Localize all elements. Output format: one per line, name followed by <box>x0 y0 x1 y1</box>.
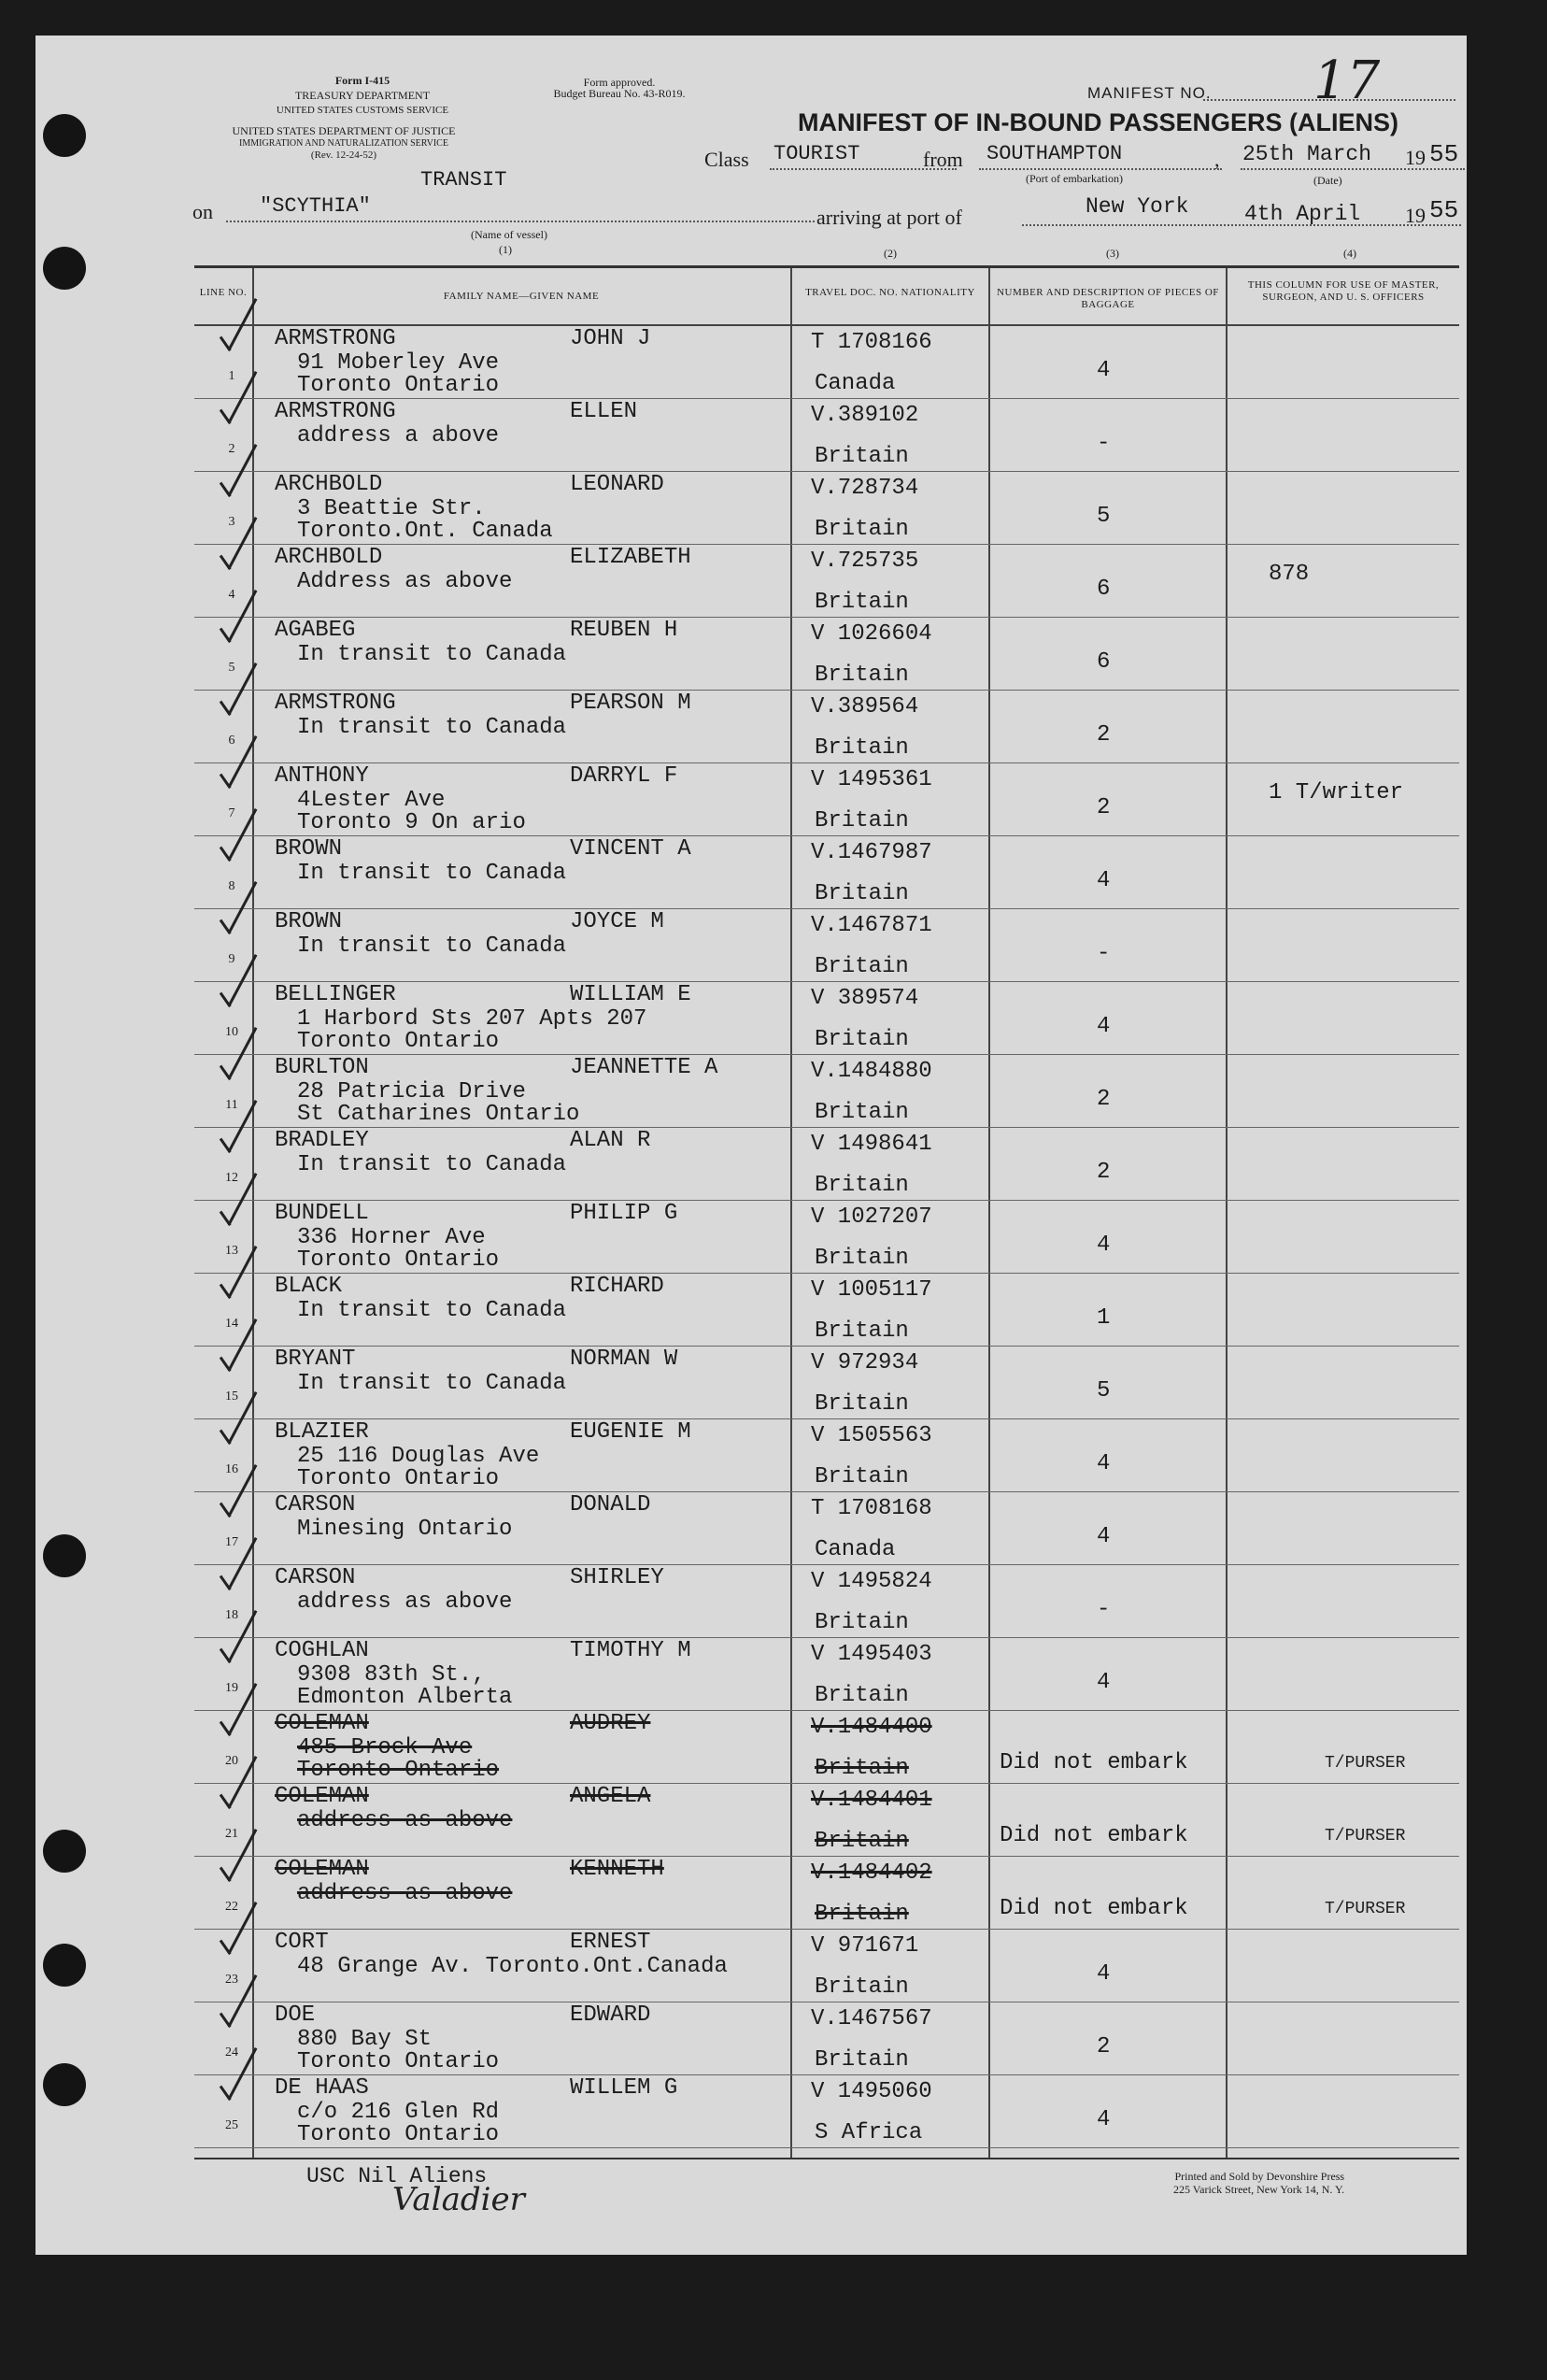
given-name: ELIZABETH <box>570 545 691 570</box>
arrival-year-prefix: 19 <box>1405 204 1426 227</box>
line-number: 1 <box>228 369 235 383</box>
nationality: Britain <box>815 735 909 761</box>
vessel-value: "SCYTHIA" <box>260 194 371 218</box>
address-line-2: Toronto 9 On ario <box>297 810 526 835</box>
table-row <box>194 2075 1459 2148</box>
travel-doc-no: V.725735 <box>811 549 919 574</box>
punch-hole <box>43 1830 86 1873</box>
address-line-1: In transit to Canada <box>297 642 567 667</box>
given-name: LEONARD <box>570 472 664 497</box>
baggage: 2 <box>1097 795 1111 820</box>
nationality: Britain <box>815 590 909 615</box>
table-row <box>194 1857 1459 1930</box>
nationality: Britain <box>815 1246 909 1271</box>
address-line-2: Toronto Ontario <box>297 1758 500 1783</box>
table-header <box>194 268 1459 326</box>
given-name: DONALD <box>570 1492 651 1518</box>
nationality: Britain <box>815 2047 909 2073</box>
family-name: COLEMAN <box>275 1711 369 1736</box>
nationality: Britain <box>815 881 909 906</box>
table-row <box>194 2002 1459 2075</box>
address-line-1: 28 Patricia Drive <box>297 1079 526 1104</box>
line-number: 14 <box>225 1317 238 1331</box>
line-number: 17 <box>225 1535 238 1549</box>
line-number: 16 <box>225 1462 238 1476</box>
nationality: Britain <box>815 1756 909 1781</box>
line-number: 15 <box>225 1390 238 1404</box>
address-line-1: In transit to Canada <box>297 861 567 886</box>
line-number: 6 <box>228 734 235 748</box>
address-line-2: Edmonton Alberta <box>297 1685 513 1710</box>
address-line-1: In transit to Canada <box>297 715 567 740</box>
punch-hole <box>43 114 86 157</box>
baggage: 4 <box>1097 1524 1111 1549</box>
date-value: 25th March <box>1242 142 1372 166</box>
given-name: ALAN R <box>570 1128 651 1153</box>
from-value: SOUTHAMPTON <box>986 142 1123 165</box>
travel-doc-no: V 1495361 <box>811 767 932 792</box>
travel-doc-no: V.1467987 <box>811 840 932 865</box>
address-line-1: 336 Horner Ave <box>297 1225 486 1250</box>
col-num-4: (4) <box>1343 247 1356 260</box>
ins-service: IMMIGRATION AND NATURALIZATION SERVICE <box>239 138 448 149</box>
baggage: - <box>1097 1597 1111 1622</box>
line-number: 8 <box>228 879 235 893</box>
travel-doc-no: V.728734 <box>811 476 919 501</box>
nationality: Britain <box>815 517 909 542</box>
col-num-2: (2) <box>884 247 897 260</box>
family-name: COGHLAN <box>275 1638 369 1663</box>
nationality: Canada <box>815 1537 896 1562</box>
given-name: VINCENT A <box>570 836 691 862</box>
baggage: 4 <box>1097 358 1111 383</box>
baggage: 4 <box>1097 2107 1111 2132</box>
from-line <box>979 168 1222 170</box>
given-name: ANGELA <box>570 1784 651 1809</box>
family-name: BLAZIER <box>275 1419 369 1445</box>
travel-doc-no: V.389102 <box>811 403 919 428</box>
arrival-date: 4th April <box>1244 202 1361 226</box>
form-approved: Form approved. <box>583 76 656 89</box>
nationality: Britain <box>815 444 909 469</box>
budget-bureau: Budget Bureau No. 43-R019. <box>553 87 686 100</box>
address-line-1: address as above <box>297 1589 513 1615</box>
revision: (Rev. 12-24-52) <box>310 150 377 161</box>
address-line-2: Toronto Ontario <box>297 1029 500 1054</box>
travel-doc-no: V.1484880 <box>811 1059 932 1084</box>
address-line-1: 9308 83th St., <box>297 1662 486 1688</box>
travel-doc-no: V 1495060 <box>811 2079 932 2104</box>
officer-note: T/PURSER <box>1325 1754 1406 1773</box>
address-line-1: Minesing Ontario <box>297 1517 513 1542</box>
line-number: 20 <box>225 1754 238 1768</box>
travel-doc-no: V.389564 <box>811 694 919 720</box>
address-line-1: In transit to Canada <box>297 933 567 959</box>
col-name-header: FAMILY NAME—GIVEN NAME <box>443 291 600 302</box>
nationality: Britain <box>815 1100 909 1125</box>
family-name: BROWN <box>275 836 343 862</box>
table-row <box>194 909 1459 982</box>
given-name: KENNETH <box>570 1857 664 1882</box>
line-number: 12 <box>225 1171 238 1185</box>
address-line-1: 1 Harbord Sts 207 Apts 207 <box>297 1006 647 1032</box>
table-row <box>194 1492 1459 1565</box>
nationality: Britain <box>815 1464 909 1489</box>
line-number: 21 <box>225 1827 238 1841</box>
manifest-no-label: MANIFEST NO. <box>1087 84 1212 102</box>
address-line-1: address as above <box>297 1808 513 1833</box>
given-name: EUGENIE M <box>570 1419 691 1445</box>
family-name: ARCHBOLD <box>275 545 383 570</box>
usc-nil: USC Nil Aliens <box>306 2164 488 2188</box>
family-name: BRYANT <box>275 1347 356 1372</box>
baggage: 6 <box>1097 577 1111 602</box>
family-name: DOE <box>275 2002 316 2028</box>
travel-doc-no: V 1495824 <box>811 1569 932 1594</box>
line-number: 25 <box>225 2118 238 2132</box>
address-line-1: 880 Bay St <box>297 2027 433 2052</box>
col-num-3: (3) <box>1106 247 1119 260</box>
address-line-1: 25 116 Douglas Ave <box>297 1444 540 1469</box>
port-embark-label: (Port of embarkation) <box>1026 172 1123 185</box>
treasury-dept: TREASURY DEPARTMENT <box>294 89 431 102</box>
nationality: Canada <box>815 371 896 396</box>
justice-dept: UNITED STATES DEPARTMENT OF JUSTICE <box>232 124 456 137</box>
baggage: 6 <box>1097 649 1111 675</box>
address-line-1: address as above <box>297 1881 513 1906</box>
family-name: CARSON <box>275 1492 356 1518</box>
nationality: Britain <box>815 1974 909 2000</box>
col-doc-header: TRAVEL DOC. NO. NATIONALITY <box>805 287 975 298</box>
nationality: Britain <box>815 663 909 688</box>
arrival-year: 55 <box>1429 196 1459 224</box>
table-row <box>194 1638 1459 1711</box>
table-row <box>194 1784 1459 1857</box>
customs-service: UNITED STATES CUSTOMS SERVICE <box>276 105 449 116</box>
date-label: (Date) <box>1313 174 1342 187</box>
address-line-1: address a above <box>297 423 500 449</box>
family-name: BURLTON <box>275 1055 369 1080</box>
nationality: Britain <box>815 1391 909 1417</box>
nationality: S Africa <box>815 2120 923 2145</box>
baggage: 5 <box>1097 504 1111 529</box>
given-name: ERNEST <box>570 1930 651 1955</box>
baggage: 4 <box>1097 868 1111 893</box>
travel-doc-no: V 971671 <box>811 1933 919 1959</box>
baggage: 4 <box>1097 1961 1111 1987</box>
table-row <box>194 1055 1459 1128</box>
given-name: PEARSON M <box>570 691 691 716</box>
address-line-2: Toronto Ontario <box>297 2122 500 2147</box>
address-line-1: In transit to Canada <box>297 1298 567 1323</box>
given-name: WILLEM G <box>570 2075 678 2101</box>
address-line-1: 3 Beattie Str. <box>297 496 486 521</box>
arrival-port: New York <box>1086 194 1189 219</box>
baggage: 2 <box>1097 722 1111 748</box>
date-line <box>1241 168 1465 170</box>
given-name: PHILIP G <box>570 1201 678 1226</box>
line-number: 7 <box>228 806 235 820</box>
table-row <box>194 326 1459 399</box>
nationality: Britain <box>815 1902 909 1927</box>
address-line-1: 91 Moberley Ave <box>297 350 500 376</box>
manifest-no-value: 17 <box>1313 50 1381 111</box>
address-line-1: c/o 216 Glen Rd <box>297 2100 500 2125</box>
given-name: DARRYL F <box>570 763 678 789</box>
address-line-2: St Catharines Ontario <box>297 1102 580 1127</box>
nationality: Britain <box>815 954 909 979</box>
table-row <box>194 1128 1459 1201</box>
travel-doc-no: V 1498641 <box>811 1132 932 1157</box>
printer-line-2: 225 Varick Street, New York 14, N. Y. <box>1173 2183 1345 2196</box>
given-name: JOHN J <box>570 326 651 351</box>
baggage: Did not embark <box>1000 1750 1188 1775</box>
family-name: AGABEG <box>275 618 356 643</box>
given-name: SHIRLEY <box>570 1565 664 1590</box>
family-name: ANTHONY <box>275 763 369 789</box>
address-line-1: In transit to Canada <box>297 1152 567 1177</box>
address-line-1: In transit to Canada <box>297 1371 567 1396</box>
table-row <box>194 982 1459 1055</box>
travel-doc-no: V 1495403 <box>811 1642 932 1667</box>
baggage: 2 <box>1097 2034 1111 2059</box>
year-prefix: 19 <box>1405 146 1426 169</box>
line-number: 2 <box>228 442 235 456</box>
baggage: 4 <box>1097 1014 1111 1039</box>
family-name: CARSON <box>275 1565 356 1590</box>
table-row <box>194 1930 1459 2002</box>
travel-doc-no: V 1505563 <box>811 1423 932 1448</box>
baggage: 4 <box>1097 1451 1111 1476</box>
signature: Valadier <box>392 2181 606 2218</box>
col-num-1: (1) <box>499 243 512 256</box>
travel-doc-no: V.1484401 <box>811 1788 932 1813</box>
travel-doc-no: V.1484400 <box>811 1715 932 1740</box>
line-number: 13 <box>225 1244 238 1258</box>
nationality: Britain <box>815 1318 909 1344</box>
baggage: 4 <box>1097 1233 1111 1258</box>
line-number: 4 <box>228 588 235 602</box>
family-name: COLEMAN <box>275 1784 369 1809</box>
on-label: on <box>192 200 213 223</box>
line-number: 19 <box>225 1681 238 1695</box>
family-name: ARMSTRONG <box>275 691 396 716</box>
travel-doc-no: V 1005117 <box>811 1277 932 1303</box>
given-name: REUBEN H <box>570 618 678 643</box>
table-row <box>194 1711 1459 1784</box>
class-label: Class <box>704 148 749 171</box>
travel-doc-no: T 1708168 <box>811 1496 932 1521</box>
form-info <box>260 73 465 118</box>
baggage: 2 <box>1097 1160 1111 1185</box>
arriving-line <box>1022 224 1461 226</box>
family-name: ARMSTRONG <box>275 326 396 351</box>
line-number: 3 <box>228 515 235 529</box>
travel-doc-no: V.1467567 <box>811 2006 932 2031</box>
address-line-1: 485 Brock Ave <box>297 1735 473 1760</box>
table-row <box>194 545 1459 618</box>
address-line-2: Toronto Ontario <box>297 373 500 398</box>
given-name: RICHARD <box>570 1274 664 1299</box>
punch-hole <box>43 1944 86 1987</box>
family-name: CORT <box>275 1930 329 1955</box>
travel-doc-no: V 972934 <box>811 1350 919 1375</box>
printer-line-1: Printed and Sold by Devonshire Press <box>1174 2170 1345 2183</box>
officer-note: 878 <box>1269 562 1310 587</box>
form-number: Form I-415 <box>334 74 390 87</box>
nationality: Britain <box>815 1610 909 1635</box>
address-line-1: Address as above <box>297 569 513 594</box>
address-line-1: 4Lester Ave <box>297 788 446 813</box>
baggage: Did not embark <box>1000 1896 1188 1921</box>
family-name: BRADLEY <box>275 1128 369 1153</box>
budget-info <box>503 77 736 99</box>
from-label: from <box>923 148 963 171</box>
nationality: Britain <box>815 1173 909 1198</box>
officer-note: T/PURSER <box>1325 1827 1406 1846</box>
table-row <box>194 399 1459 472</box>
baggage: - <box>1097 941 1111 966</box>
manifest-title: MANIFEST OF IN-BOUND PASSENGERS (ALIENS) <box>798 108 1399 136</box>
officer-note: T/PURSER <box>1325 1900 1406 1918</box>
address-line-2: Toronto Ontario <box>297 1466 500 1491</box>
line-number: 24 <box>225 2045 238 2059</box>
table-row <box>194 1347 1459 1419</box>
line-number: 10 <box>225 1025 238 1039</box>
nationality: Britain <box>815 808 909 834</box>
given-name: ELLEN <box>570 399 638 424</box>
baggage: - <box>1097 431 1111 456</box>
line-number: 18 <box>225 1608 238 1622</box>
col-line-header: LINE NO. <box>199 287 248 298</box>
line-number: 11 <box>225 1098 238 1112</box>
nationality: Britain <box>815 1027 909 1052</box>
table-row <box>194 1419 1459 1492</box>
family-name: ARCHBOLD <box>275 472 383 497</box>
family-name: BROWN <box>275 909 343 934</box>
table-row <box>194 691 1459 763</box>
family-name: ARMSTRONG <box>275 399 396 424</box>
table-row <box>194 1201 1459 1274</box>
class-value: TOURIST <box>774 142 860 165</box>
comma: , <box>1214 148 1220 171</box>
table-row <box>194 1274 1459 1347</box>
address-line-2: Toronto Ontario <box>297 1247 500 1273</box>
family-name: BUNDELL <box>275 1201 369 1226</box>
travel-doc-no: V.1467871 <box>811 913 932 938</box>
address-line-2: Toronto.Ont. Canada <box>297 519 553 544</box>
arriving-label: arriving at port of <box>816 206 962 229</box>
given-name: AUDREY <box>570 1711 651 1736</box>
given-name: JEANNETTE A <box>570 1055 718 1080</box>
baggage: Did not embark <box>1000 1823 1188 1848</box>
baggage: 2 <box>1097 1087 1111 1112</box>
line-number: 22 <box>225 1900 238 1914</box>
table-row <box>194 472 1459 545</box>
travel-doc-no: V 1026604 <box>811 621 932 647</box>
passenger-table <box>194 265 1459 2159</box>
vessel-line <box>226 221 815 222</box>
address-line-2: Toronto Ontario <box>297 2049 500 2074</box>
given-name: WILLIAM E <box>570 982 691 1007</box>
travel-doc-no: T 1708166 <box>811 330 932 355</box>
family-name: BELLINGER <box>275 982 396 1007</box>
year-value: 55 <box>1429 140 1459 168</box>
family-name: BLACK <box>275 1274 343 1299</box>
family-name: COLEMAN <box>275 1857 369 1882</box>
given-name: JOYCE M <box>570 909 664 934</box>
table-row <box>194 618 1459 691</box>
justice-info <box>194 125 493 162</box>
baggage: 5 <box>1097 1378 1111 1404</box>
given-name: TIMOTHY M <box>570 1638 691 1663</box>
nationality: Britain <box>815 1683 909 1708</box>
punch-hole <box>43 247 86 290</box>
officer-note: 1 T/writer <box>1269 780 1404 805</box>
baggage: 1 <box>1097 1305 1111 1331</box>
col-officers-header: THIS COLUMN FOR USE OF MASTER, SURGEON, AND U. S. OFFICERS <box>1247 279 1440 303</box>
printer-info <box>1173 2170 1344 2196</box>
family-name: DE HAAS <box>275 2075 369 2101</box>
table-row <box>194 763 1459 836</box>
baggage: 4 <box>1097 1670 1111 1695</box>
line-number: 5 <box>228 661 235 675</box>
line-number: 9 <box>228 952 235 966</box>
address-line-1: 48 Grange Av. Toronto.Ont.Canada <box>297 1954 728 1979</box>
table-row <box>194 1565 1459 1638</box>
given-name: NORMAN W <box>570 1347 678 1372</box>
travel-doc-no: V 389574 <box>811 986 919 1011</box>
col-baggage-header: NUMBER AND DESCRIPTION OF PIECES OF BAGGAGE <box>997 287 1219 310</box>
travel-doc-no: V 1027207 <box>811 1204 932 1230</box>
punch-hole <box>43 2063 86 2106</box>
nationality: Britain <box>815 1829 909 1854</box>
vessel-label: (Name of vessel) <box>471 228 547 241</box>
line-number: 23 <box>225 1973 238 1987</box>
punch-hole <box>43 1534 86 1577</box>
travel-doc-no: V.1484402 <box>811 1860 932 1886</box>
transit-label: TRANSIT <box>420 168 507 192</box>
table-row <box>194 836 1459 909</box>
given-name: EDWARD <box>570 2002 651 2028</box>
